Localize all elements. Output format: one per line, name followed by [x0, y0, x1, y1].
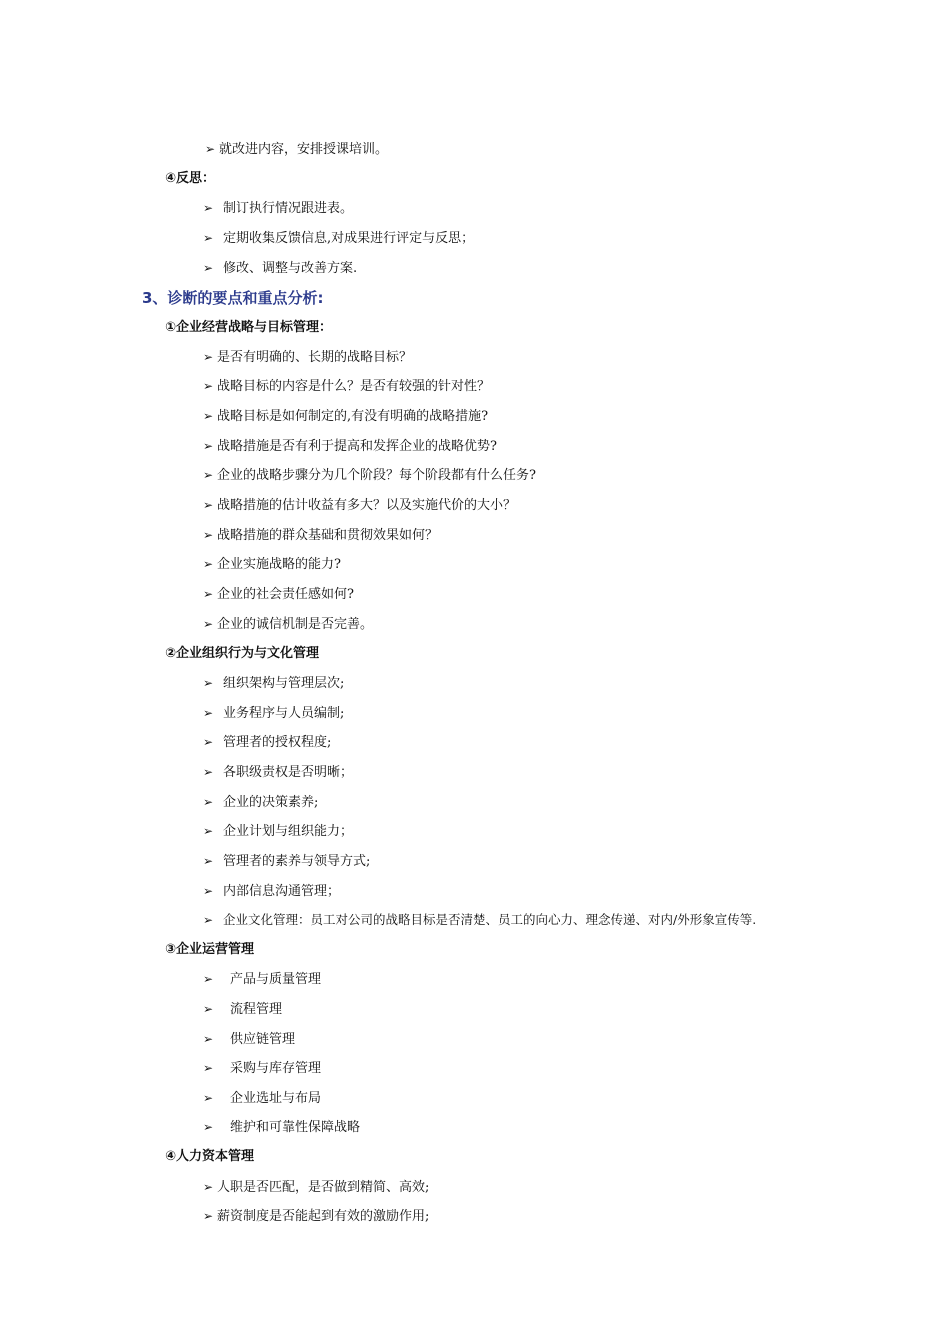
- arrow-bullet-icon: ➢: [203, 913, 214, 927]
- list-item: ➢ 业务程序与人员编制;: [203, 706, 345, 721]
- list-item: ➢ 人职是否匹配，是否做到精简、高效;: [203, 1180, 430, 1195]
- arrow-bullet-icon: ➢: [203, 528, 214, 542]
- arrow-bullet-icon: ➢: [203, 557, 214, 571]
- subheading-organization: ②企业组织行为与文化管理: [165, 646, 320, 661]
- list-item: ➢ 战略目标的内容是什么？是否有较强的针对性？: [203, 379, 491, 394]
- list-item: ➢ 供应链管理: [203, 1032, 296, 1047]
- list-item: ➢ 制订执行情况跟进表。: [203, 201, 354, 216]
- list-item: ➢ 管理者的素养与领导方式;: [203, 854, 371, 869]
- list-item: ➢ 就改进内容，安排授课培训。: [205, 142, 389, 157]
- arrow-bullet-icon: ➢: [203, 201, 214, 215]
- list-item: ➢ 各职级责权是否明晰；: [203, 765, 354, 780]
- arrow-bullet-icon: ➢: [203, 1061, 214, 1075]
- list-item: ➢ 战略措施是否有利于提高和发挥企业的战略优势?: [203, 439, 497, 454]
- list-item: ➢ 组织架构与管理层次;: [203, 676, 345, 691]
- arrow-bullet-icon: ➢: [203, 765, 214, 779]
- arrow-bullet-icon: ➢: [205, 142, 216, 156]
- list-item: ➢ 战略措施的群众基础和贯彻效果如何？: [203, 528, 439, 543]
- arrow-bullet-icon: ➢: [203, 795, 214, 809]
- arrow-bullet-icon: ➢: [203, 350, 214, 364]
- list-item: ➢ 流程管理: [203, 1002, 283, 1017]
- arrow-bullet-icon: ➢: [203, 884, 214, 898]
- arrow-bullet-icon: ➢: [203, 231, 214, 245]
- list-item: ➢ 企业的诚信机制是否完善。: [203, 617, 374, 632]
- arrow-bullet-icon: ➢: [203, 824, 214, 838]
- arrow-bullet-icon: ➢: [203, 676, 214, 690]
- subheading-reflect: ④反思：: [165, 171, 216, 186]
- list-item: ➢ 内部信息沟通管理；: [203, 884, 341, 899]
- arrow-bullet-icon: ➢: [203, 1209, 214, 1223]
- arrow-bullet-icon: ➢: [203, 972, 214, 986]
- list-item: ➢ 定期收集反馈信息,对成果进行评定与反思；: [203, 231, 475, 246]
- list-item: ➢ 企业的战略步骤分为几个阶段？每个阶段都有什么任务?: [203, 468, 536, 483]
- list-item: ➢ 企业的社会责任感如何?: [203, 587, 354, 602]
- arrow-bullet-icon: ➢: [203, 854, 214, 868]
- list-item: ➢ 战略措施的估计收益有多大？以及实施代价的大小？: [203, 498, 517, 513]
- list-item: ➢ 企业文化管理：员工对公司的战略目标是否清楚、员工的向心力、理念传递、对内/外形象宣传等.: [203, 912, 757, 927]
- section-heading: 3、诊断的要点和重点分析:: [142, 289, 324, 307]
- subheading-operations: ③企业运营管理: [165, 942, 255, 957]
- arrow-bullet-icon: ➢: [203, 617, 214, 631]
- arrow-bullet-icon: ➢: [203, 409, 214, 423]
- list-item: ➢ 产品与质量管理: [203, 972, 322, 987]
- arrow-bullet-icon: ➢: [203, 1120, 214, 1134]
- arrow-bullet-icon: ➢: [203, 1180, 214, 1194]
- list-item: ➢ 企业计划与组织能力；: [203, 824, 354, 839]
- arrow-bullet-icon: ➢: [203, 587, 214, 601]
- arrow-bullet-icon: ➢: [203, 261, 214, 275]
- arrow-bullet-icon: ➢: [203, 439, 214, 453]
- subheading-hr: ④人力资本管理: [165, 1149, 255, 1164]
- arrow-bullet-icon: ➢: [203, 498, 214, 512]
- arrow-bullet-icon: ➢: [203, 735, 214, 749]
- list-item: ➢ 维护和可靠性保障战略: [203, 1120, 361, 1135]
- arrow-bullet-icon: ➢: [203, 1091, 214, 1105]
- list-item: ➢ 战略目标是如何制定的,有没有明确的战略措施?: [203, 409, 489, 424]
- list-item: ➢ 企业实施战略的能力?: [203, 557, 341, 572]
- subheading-strategy: ①企业经营战略与目标管理：: [165, 320, 333, 335]
- list-item: ➢ 采购与库存管理: [203, 1061, 322, 1076]
- arrow-bullet-icon: ➢: [203, 1002, 214, 1016]
- list-item: ➢ 管理者的授权程度;: [203, 735, 332, 750]
- list-item: ➢ 企业的决策素养;: [203, 795, 319, 810]
- arrow-bullet-icon: ➢: [203, 706, 214, 720]
- list-item: ➢ 修改、调整与改善方案.: [203, 261, 358, 276]
- arrow-bullet-icon: ➢: [203, 379, 214, 393]
- arrow-bullet-icon: ➢: [203, 1032, 214, 1046]
- list-item: ➢ 是否有明确的、长期的战略目标？: [203, 350, 413, 365]
- list-item: ➢ 薪资制度是否能起到有效的激励作用;: [203, 1209, 430, 1224]
- arrow-bullet-icon: ➢: [203, 468, 214, 482]
- list-item: ➢ 企业选址与布局: [203, 1091, 322, 1106]
